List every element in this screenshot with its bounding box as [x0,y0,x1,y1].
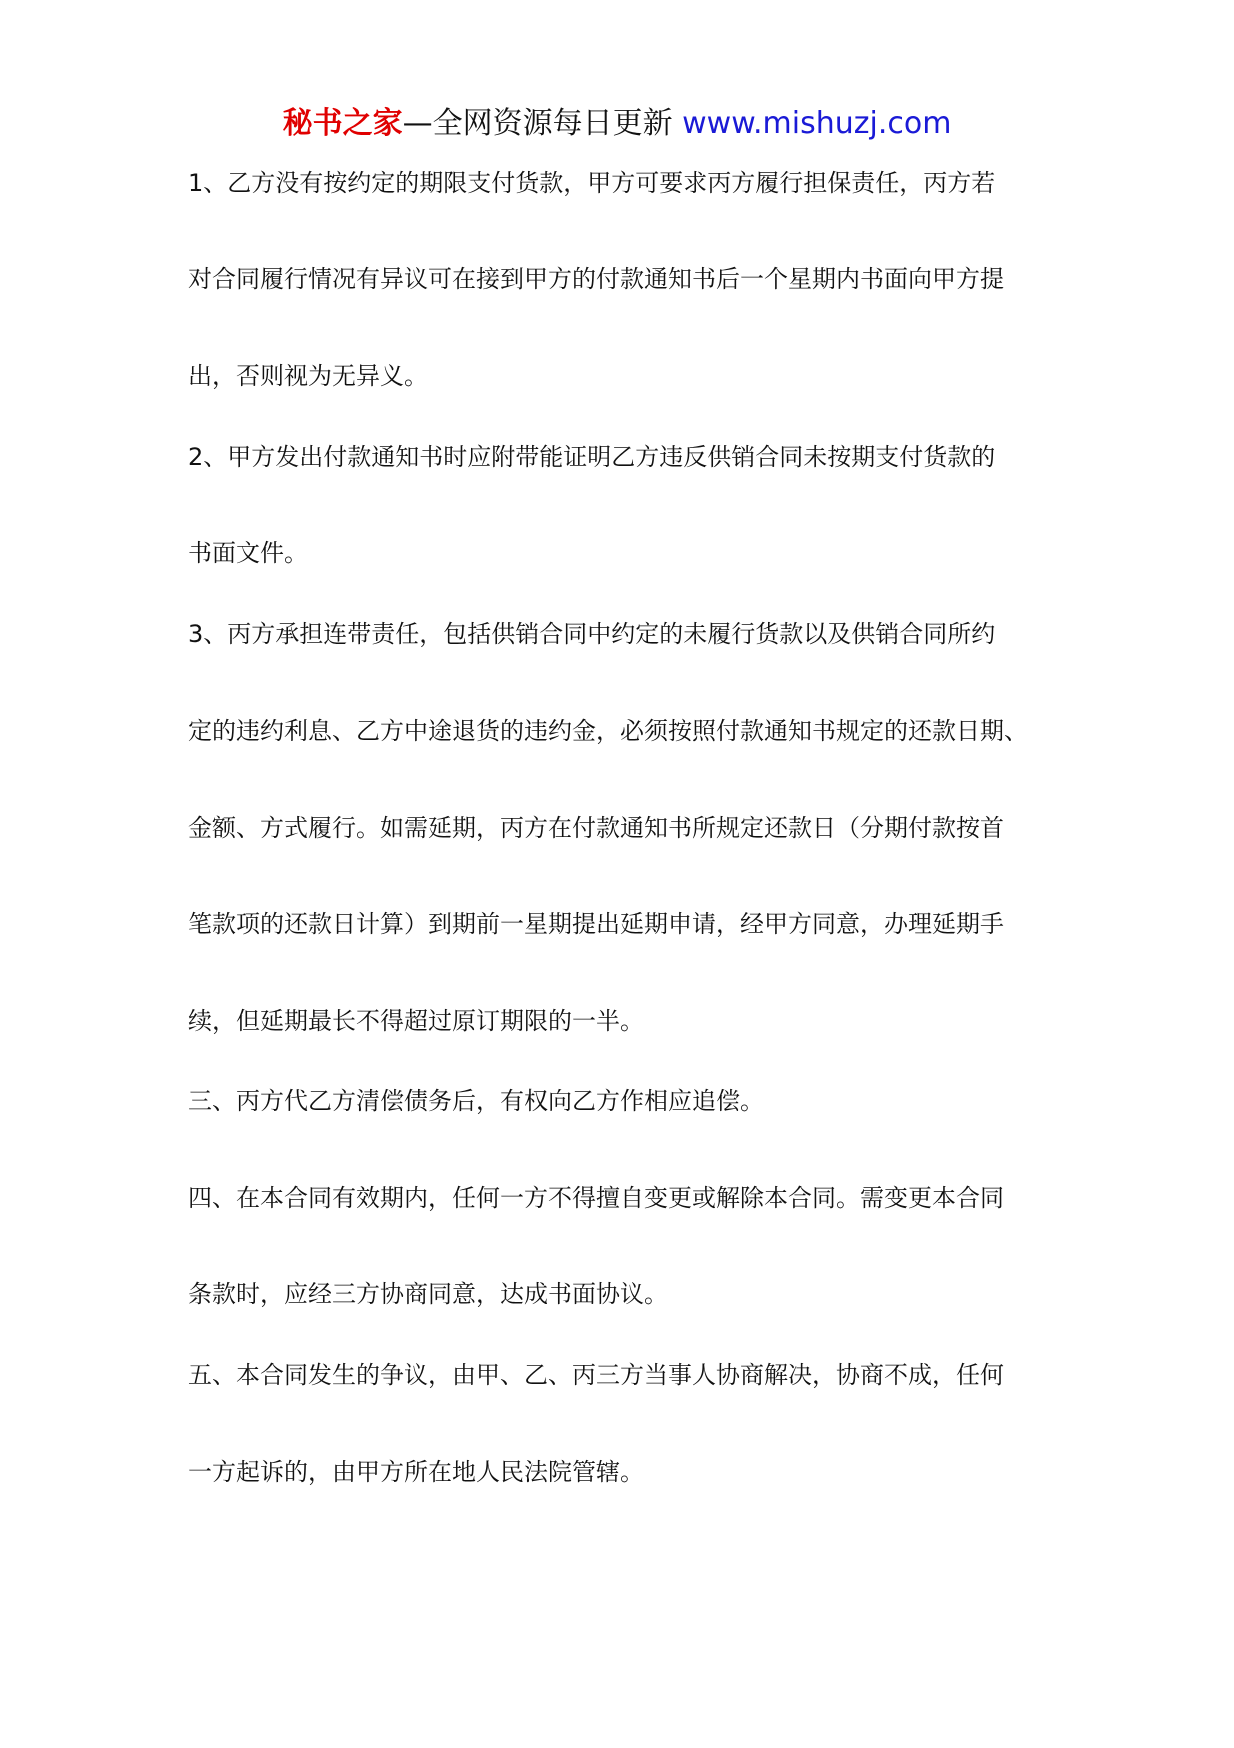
text-line: 出，否则视为无异义。 [188,362,428,390]
text-line: 定的违约利息、乙方中途退货的违约金，必须按照付款通知书规定的还款日期、 [188,717,1028,745]
text-line: 笔款项的还款日计算）到期前一星期提出延期申请，经甲方同意，办理延期手 [188,910,1004,938]
page-header [0,100,1234,148]
text-line: 续，但延期最长不得超过原订期限的一半。 [188,1007,644,1035]
text-line: 1、乙方没有按约定的期限支付货款，甲方可要求丙方履行担保责任，丙方若 [188,169,996,197]
text-line: 四、在本合同有效期内，任何一方不得擅自变更或解除本合同。需变更本合同 [188,1184,1004,1212]
brand-name: 秘书之家 [282,106,403,141]
text-line: 2、甲方发出付款通知书时应附带能证明乙方违反供销合同未按期支付货款的 [188,443,996,471]
text-line: 一方起诉的，由甲方所在地人民法院管辖。 [188,1458,644,1486]
text-line: 书面文件。 [188,539,308,567]
text-line: 三、丙方代乙方清偿债务后，有权向乙方作相应追偿。 [188,1087,764,1115]
text-line: 条款时，应经三方协商同意，达成书面协议。 [188,1280,668,1308]
text-line: 金额、方式履行。如需延期，丙方在付款通知书所规定还款日（分期付款按首 [188,814,1004,842]
text-line: 五、本合同发生的争议，由甲、乙、丙三方当事人协商解决，协商不成，任何 [188,1361,1004,1389]
text-line: 对合同履行情况有异议可在接到甲方的付款通知书后一个星期内书面向甲方提 [188,265,1004,293]
header-tagline: —全网资源每日更新 [402,106,683,141]
website-url: www.mishuzj.com [682,106,952,141]
text-line: 3、丙方承担连带责任，包括供销合同中约定的未履行货款以及供销合同所约 [188,620,996,648]
